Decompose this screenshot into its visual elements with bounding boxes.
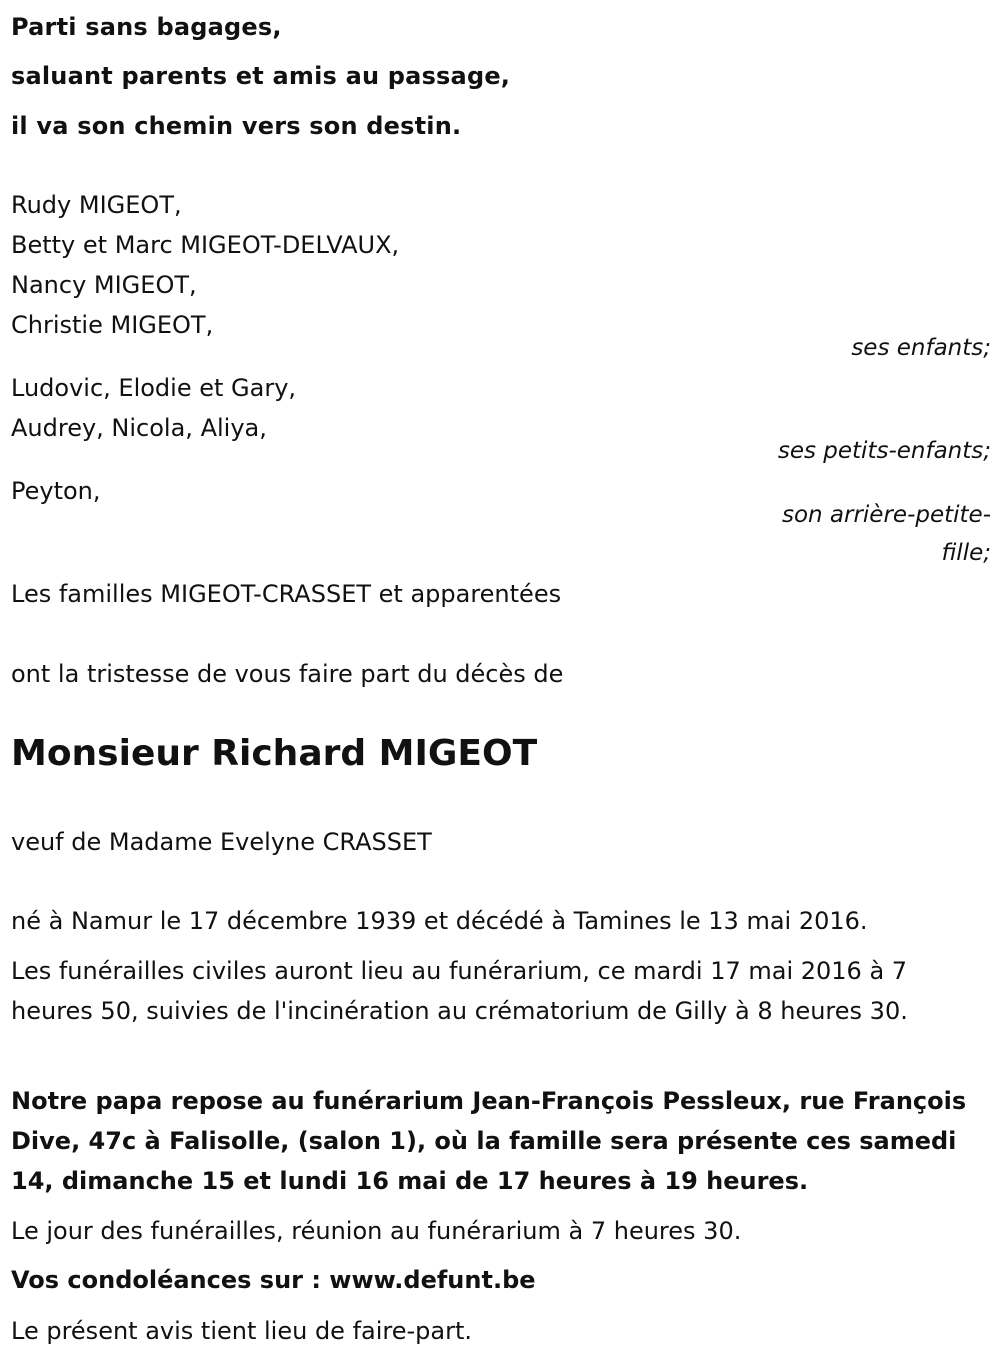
condolences-line: Vos condoléances sur : www.defunt.be [11,1266,536,1294]
child-name: Betty et Marc MIGEOT-DELVAUX, [11,231,400,259]
poem-line-3: il va son chemin vers son destin. [11,112,462,140]
grandchild-name: Audrey, Nicola, Aliya, [11,414,267,442]
child-name: Christie MIGEOT, [11,311,214,339]
obituary-page [11,0,991,1364]
great-grandchild-name: Peyton, [11,477,101,505]
child-name: Rudy MIGEOT, [11,191,182,219]
great-grandchildren-role-line-2: fille; [941,540,991,566]
families-line: Les familles MIGEOT-CRASSET et apparentées [11,580,562,608]
widower-line: veuf de Madame Evelyne CRASSET [11,828,432,856]
notice-line: Le présent avis tient lieu de faire-part. [11,1317,473,1345]
visitation-paragraph: Notre papa repose au funérarium Jean-François Pessleux, rue François Dive, 47c à Falisolle, (salon 1), où la famille sera présente ces samedi 14, dimanche 15 et lundi 16 mai de 17 heures à 19 heures. [11,1087,967,1195]
grandchildren-role: ses petits-enfants; [777,438,991,464]
funeral-paragraph: Les funérailles civiles auront lieu au funérarium, ce mardi 17 mai 2016 à 7 heures 50, suivies de l'incinération au crématorium de Gilly à 8 heures 30. [11,957,908,1025]
grandchild-name: Ludovic, Elodie et Gary, [11,374,297,402]
children-role: ses enfants; [851,335,991,361]
announcement-line: ont la tristesse de vous faire part du décès de [11,660,564,688]
great-grandchildren-role-line-1: son arrière-petite- [781,502,991,528]
birth-death-line: né à Namur le 17 décembre 1939 et décédé à Tamines le 13 mai 2016. [11,907,868,935]
poem-line-1: Parti sans bagages, [11,13,282,41]
meeting-line: Le jour des funérailles, réunion au funérarium à 7 heures 30. [11,1217,742,1245]
poem-line-2: saluant parents et amis au passage, [11,62,511,90]
child-name: Nancy MIGEOT, [11,271,197,299]
deceased-name: Monsieur Richard MIGEOT [11,733,538,774]
